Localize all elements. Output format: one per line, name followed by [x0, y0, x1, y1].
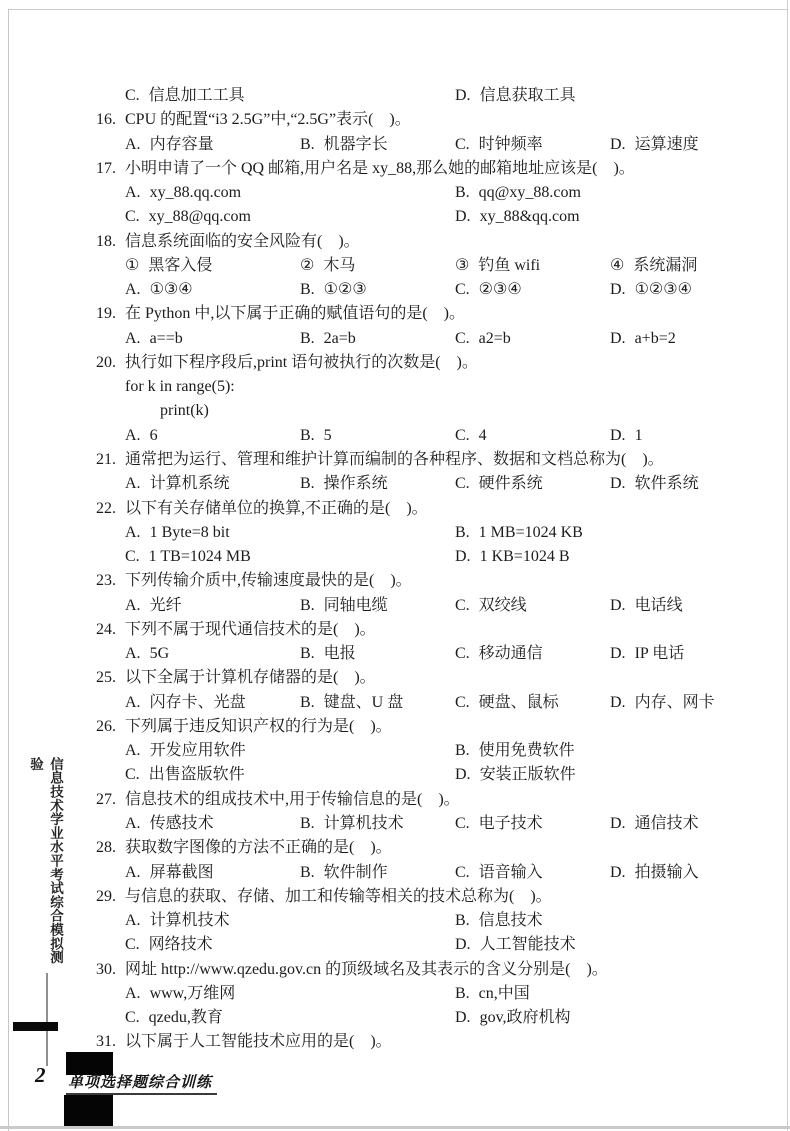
option-text: 安装正版软件	[479, 766, 576, 784]
option-cell	[610, 812, 699, 836]
option-cell	[455, 1006, 571, 1030]
option-label: C.	[125, 1009, 140, 1027]
option-label: C.	[455, 135, 470, 153]
code-row	[0, 375, 790, 399]
question-text: 以下全属于计算机存储器的是( )。	[125, 669, 376, 687]
question-text: 小明申请了一个 QQ 邮箱,用户名是 xy_88,那么她的邮箱地址应该是( )。	[125, 159, 635, 177]
option-cell	[455, 763, 576, 787]
option-cell	[455, 133, 543, 157]
option-label: ③	[455, 256, 470, 274]
option-label: B.	[300, 329, 315, 347]
option-text: 信息获取工具	[479, 87, 576, 104]
option-cell	[300, 424, 332, 448]
option-cell	[455, 424, 487, 448]
question-text: 获取数字图像的方法不正确的是( )。	[125, 839, 392, 857]
option-label: C.	[455, 863, 470, 881]
question-number: 22.	[96, 499, 116, 517]
option-text: 通信技术	[634, 814, 699, 832]
options-row	[0, 763, 790, 787]
option-text: 信息技术	[478, 912, 543, 930]
option-label: ①	[125, 256, 140, 274]
option-label: B.	[455, 523, 470, 541]
option-text: 语音输入	[478, 863, 543, 881]
footer-section-title: 单项选择题综合训练	[66, 1074, 217, 1095]
option-text: ①②③④	[634, 281, 692, 299]
options-row	[0, 982, 790, 1006]
sidebar-black-bar	[13, 1022, 58, 1031]
option-text: 信息加工工具	[148, 87, 245, 104]
option-text: 使用免费软件	[478, 742, 575, 760]
options-row	[0, 812, 790, 836]
option-text: 钓鱼 wifi	[478, 256, 541, 274]
question-text: 与信息的获取、存储、加工和传输等相关的技术总称为( )。	[125, 887, 552, 905]
option-cell	[610, 691, 715, 715]
page-edge-top	[8, 9, 787, 10]
option-cell	[300, 327, 356, 351]
option-cell	[300, 861, 388, 885]
option-label: C.	[455, 475, 470, 493]
question-text: 下列属于违反知识产权的行为是( )。	[125, 717, 392, 735]
option-label: C.	[455, 329, 470, 347]
option-cell	[455, 84, 576, 108]
option-text: 1 KB=1024 B	[479, 548, 570, 566]
option-cell	[125, 763, 245, 787]
option-text: 黑客入侵	[148, 256, 213, 274]
option-cell	[300, 691, 403, 715]
option-label: B.	[300, 281, 315, 299]
option-text: xy_88&qq.com	[479, 208, 580, 226]
option-cell	[610, 472, 699, 496]
option-text: 内存、网卡	[634, 693, 715, 711]
option-label: C.	[125, 208, 140, 226]
option-label: C.	[125, 548, 140, 566]
option-text: 软件制作	[323, 863, 388, 881]
option-label: A.	[125, 523, 141, 541]
question-row	[0, 836, 790, 860]
question-number: 30.	[96, 960, 116, 978]
question-row	[0, 618, 790, 642]
option-cell	[125, 909, 230, 933]
option-text: 2a=b	[323, 329, 356, 347]
options-row	[0, 327, 790, 351]
question-number: 26.	[96, 717, 116, 735]
option-label: A.	[125, 596, 141, 614]
option-label: C.	[455, 596, 470, 614]
options-row	[0, 84, 790, 108]
option-label: C.	[455, 645, 470, 663]
option-label: D.	[455, 936, 471, 954]
option-label: D.	[610, 426, 626, 444]
option-text: 光纤	[149, 596, 182, 614]
question-text: 网址 http://www.qzedu.gov.cn 的顶级域名及其表示的含义分别是( )。	[125, 960, 608, 978]
question-text: 在 Python 中,以下属于正确的赋值语句的是( )。	[125, 305, 466, 323]
option-text: 屏幕截图	[149, 863, 214, 881]
option-text: qzedu,教育	[148, 1009, 223, 1027]
option-label: ④	[610, 256, 625, 274]
question-number: 19.	[96, 305, 116, 323]
option-cell	[125, 133, 214, 157]
question-text: 以下有关存储单位的换算,不正确的是( )。	[125, 499, 428, 517]
option-cell	[610, 424, 643, 448]
option-label: D.	[610, 281, 626, 299]
option-cell	[455, 472, 543, 496]
options-row	[0, 472, 790, 496]
option-label: A.	[125, 863, 141, 881]
option-text: 硬件系统	[478, 475, 543, 493]
options-row	[0, 691, 790, 715]
question-text: 通常把为运行、管理和维护计算而编制的各种程序、数据和文档总称为( )。	[125, 450, 664, 468]
option-label: B.	[300, 426, 315, 444]
option-label: A.	[125, 184, 141, 202]
option-text: 网络技术	[148, 936, 213, 954]
option-text: 系统漏洞	[633, 256, 698, 274]
code-line: print(k)	[160, 402, 209, 420]
question-number: 27.	[96, 790, 116, 808]
option-cell	[125, 982, 235, 1006]
option-cell	[610, 642, 684, 666]
option-cell	[125, 812, 214, 836]
options-row	[0, 909, 790, 933]
code-line: for k in range(5):	[125, 378, 235, 396]
option-text: 运算速度	[634, 135, 699, 153]
option-text: 同轴电缆	[323, 596, 388, 614]
option-label: B.	[300, 814, 315, 832]
option-label: D.	[610, 814, 626, 832]
option-label: A.	[125, 912, 141, 930]
option-cell	[125, 594, 182, 618]
footer-black-block-bottom	[64, 1095, 113, 1126]
option-label: A.	[125, 475, 141, 493]
option-label: B.	[300, 475, 315, 493]
option-label: C.	[125, 766, 140, 784]
option-label: B.	[455, 742, 470, 760]
options-row	[0, 133, 790, 157]
option-cell	[125, 278, 193, 302]
option-label: D.	[610, 693, 626, 711]
sidebar-divider-line	[46, 973, 48, 1066]
question-number: 23.	[96, 572, 116, 590]
option-text: 计算机系统	[149, 475, 230, 493]
option-label: C.	[455, 426, 470, 444]
question-text: CPU 的配置“i3 2.5G”中,“2.5G”表示( )。	[125, 111, 411, 129]
option-label: B.	[300, 693, 315, 711]
option-cell	[455, 861, 543, 885]
option-cell	[125, 642, 169, 666]
option-text: 木马	[323, 256, 356, 274]
option-label: D.	[610, 863, 626, 881]
option-text: cn,中国	[478, 984, 530, 1002]
option-label: B.	[300, 645, 315, 663]
question-row	[0, 448, 790, 472]
question-number: 31.	[96, 1033, 116, 1051]
page-bottom-rule	[0, 1126, 790, 1129]
option-label: D.	[455, 1009, 471, 1027]
option-text: 时钟频率	[478, 135, 543, 153]
option-text: ②③④	[478, 281, 522, 299]
option-text: 内存容量	[149, 135, 214, 153]
option-cell	[125, 691, 246, 715]
option-text: a2=b	[478, 329, 511, 347]
option-text: 移动通信	[478, 645, 543, 663]
option-cell	[455, 521, 583, 545]
option-text: 计算机技术	[323, 814, 404, 832]
options-row	[0, 642, 790, 666]
option-text: 4	[478, 426, 487, 444]
option-cell	[125, 545, 251, 569]
option-label: D.	[455, 766, 471, 784]
option-label: C.	[455, 814, 470, 832]
option-cell	[125, 84, 245, 108]
option-label: A.	[125, 135, 141, 153]
option-text: IP 电话	[634, 645, 685, 663]
question-number: 24.	[96, 620, 116, 638]
question-number: 29.	[96, 887, 116, 905]
option-cell	[455, 278, 522, 302]
options-row	[0, 933, 790, 957]
question-row	[0, 302, 790, 326]
question-text: 信息技术的组成技术中,用于传输信息的是( )。	[125, 790, 460, 808]
option-label: C.	[125, 87, 140, 104]
option-label: D.	[455, 548, 471, 566]
option-cell	[610, 278, 692, 302]
option-label: A.	[125, 742, 141, 760]
option-cell	[455, 205, 580, 229]
option-label: B.	[300, 863, 315, 881]
option-label: D.	[455, 87, 471, 104]
option-label: B.	[455, 184, 470, 202]
question-number: 17.	[96, 159, 116, 177]
question-row	[0, 108, 790, 132]
option-cell	[455, 594, 527, 618]
option-cell	[125, 1006, 223, 1030]
option-cell	[610, 861, 699, 885]
question-text: 信息系统面临的安全风险有( )。	[125, 232, 360, 250]
option-label: B.	[455, 912, 470, 930]
option-text: 6	[149, 426, 158, 444]
option-label: D.	[610, 645, 626, 663]
option-label: D.	[455, 208, 471, 226]
option-label: A.	[125, 426, 141, 444]
option-text: xy_88@qq.com	[148, 208, 251, 226]
option-text: gov,政府机构	[479, 1009, 571, 1027]
options-row	[0, 181, 790, 205]
option-cell	[300, 472, 388, 496]
options-row	[0, 254, 790, 278]
option-cell	[125, 424, 158, 448]
option-cell	[125, 472, 230, 496]
option-text: 1 TB=1024 MB	[148, 548, 251, 566]
option-cell	[125, 521, 230, 545]
option-text: 人工智能技术	[479, 936, 576, 954]
option-cell	[455, 909, 543, 933]
option-text: 硬盘、鼠标	[478, 693, 559, 711]
option-text: 电话线	[634, 596, 683, 614]
option-text: 软件系统	[634, 475, 699, 493]
option-cell	[455, 254, 540, 278]
option-cell	[125, 205, 251, 229]
question-number: 25.	[96, 669, 116, 687]
option-cell	[125, 327, 183, 351]
options-row	[0, 205, 790, 229]
code-row	[0, 399, 790, 423]
question-number: 20.	[96, 353, 116, 371]
question-row	[0, 788, 790, 812]
question-row	[0, 497, 790, 521]
question-row	[0, 666, 790, 690]
option-label: C.	[455, 693, 470, 711]
option-text: a+b=2	[634, 329, 676, 347]
questions-list	[0, 84, 790, 1055]
options-row	[0, 545, 790, 569]
options-row	[0, 1006, 790, 1030]
option-label: A.	[125, 329, 141, 347]
question-text: 以下属于人工智能技术应用的是( )。	[125, 1033, 392, 1051]
option-cell	[610, 594, 683, 618]
options-row	[0, 278, 790, 302]
question-row	[0, 230, 790, 254]
option-text: 出售盗版软件	[148, 766, 245, 784]
option-text: 计算机技术	[149, 912, 230, 930]
options-row	[0, 594, 790, 618]
sidebar-title: 信息技术学业水平考试综合模拟测验	[28, 757, 63, 964]
option-label: D.	[610, 329, 626, 347]
option-label: A.	[125, 645, 141, 663]
option-cell	[125, 254, 212, 278]
footer-black-block-top	[66, 1052, 113, 1075]
page-number: 2	[35, 1063, 46, 1087]
question-number: 28.	[96, 839, 116, 857]
option-cell	[300, 278, 367, 302]
question-number: 18.	[96, 232, 116, 250]
option-text: 机器字长	[323, 135, 388, 153]
option-cell	[300, 133, 388, 157]
option-label: B.	[300, 135, 315, 153]
option-text: 双绞线	[478, 596, 527, 614]
option-cell	[125, 739, 246, 763]
option-text: 5	[323, 426, 332, 444]
option-cell	[455, 181, 581, 205]
option-text: 键盘、U 盘	[323, 693, 404, 711]
option-cell	[125, 861, 214, 885]
option-label: D.	[610, 475, 626, 493]
option-text: 闪存卡、光盘	[149, 693, 246, 711]
options-row	[0, 521, 790, 545]
option-cell	[455, 812, 543, 836]
question-row	[0, 157, 790, 181]
option-cell	[455, 933, 576, 957]
option-label: ②	[300, 256, 315, 274]
question-number: 21.	[96, 450, 116, 468]
option-cell	[455, 739, 575, 763]
question-row	[0, 958, 790, 982]
option-label: A.	[125, 814, 141, 832]
option-text: 电报	[323, 645, 356, 663]
question-text: 下列不属于现代通信技术的是( )。	[125, 620, 376, 638]
question-row	[0, 715, 790, 739]
option-cell	[300, 594, 388, 618]
option-text: 1 Byte=8 bit	[149, 523, 230, 541]
option-cell	[300, 812, 404, 836]
question-number: 16.	[96, 111, 116, 129]
option-text: a==b	[149, 329, 183, 347]
option-text: ①③④	[149, 281, 193, 299]
option-text: 1 MB=1024 KB	[478, 523, 583, 541]
option-label: C.	[455, 281, 470, 299]
option-label: B.	[455, 984, 470, 1002]
option-text: 5G	[149, 645, 170, 663]
option-text: 1	[634, 426, 643, 444]
option-label: B.	[300, 596, 315, 614]
options-row	[0, 861, 790, 885]
option-cell	[610, 254, 697, 278]
option-cell	[300, 642, 356, 666]
option-label: C.	[125, 936, 140, 954]
question-row	[0, 569, 790, 593]
option-text: www,万维网	[149, 984, 236, 1002]
option-cell	[125, 933, 213, 957]
option-label: A.	[125, 281, 141, 299]
options-row	[0, 424, 790, 448]
option-cell	[455, 642, 543, 666]
options-row	[0, 739, 790, 763]
option-cell	[455, 982, 530, 1006]
option-text: 操作系统	[323, 475, 388, 493]
option-text: 开发应用软件	[149, 742, 246, 760]
question-row	[0, 1030, 790, 1054]
option-cell	[455, 545, 569, 569]
option-cell	[300, 254, 355, 278]
option-cell	[455, 327, 511, 351]
option-text: xy_88.qq.com	[149, 184, 242, 202]
option-label: A.	[125, 984, 141, 1002]
question-row	[0, 351, 790, 375]
option-cell	[610, 327, 676, 351]
option-cell	[455, 691, 559, 715]
question-text: 下列传输介质中,传输速度最快的是( )。	[125, 572, 412, 590]
question-text: 执行如下程序段后,print 语句被执行的次数是( )。	[125, 353, 478, 371]
option-label: D.	[610, 135, 626, 153]
option-label: A.	[125, 693, 141, 711]
option-text: 电子技术	[478, 814, 543, 832]
option-text: qq@xy_88.com	[478, 184, 581, 202]
question-row	[0, 885, 790, 909]
option-text: ①②③	[323, 281, 367, 299]
option-text: 拍摄输入	[634, 863, 699, 881]
option-text: 传感技术	[149, 814, 214, 832]
option-label: D.	[610, 596, 626, 614]
option-cell	[125, 181, 241, 205]
option-cell	[610, 133, 699, 157]
